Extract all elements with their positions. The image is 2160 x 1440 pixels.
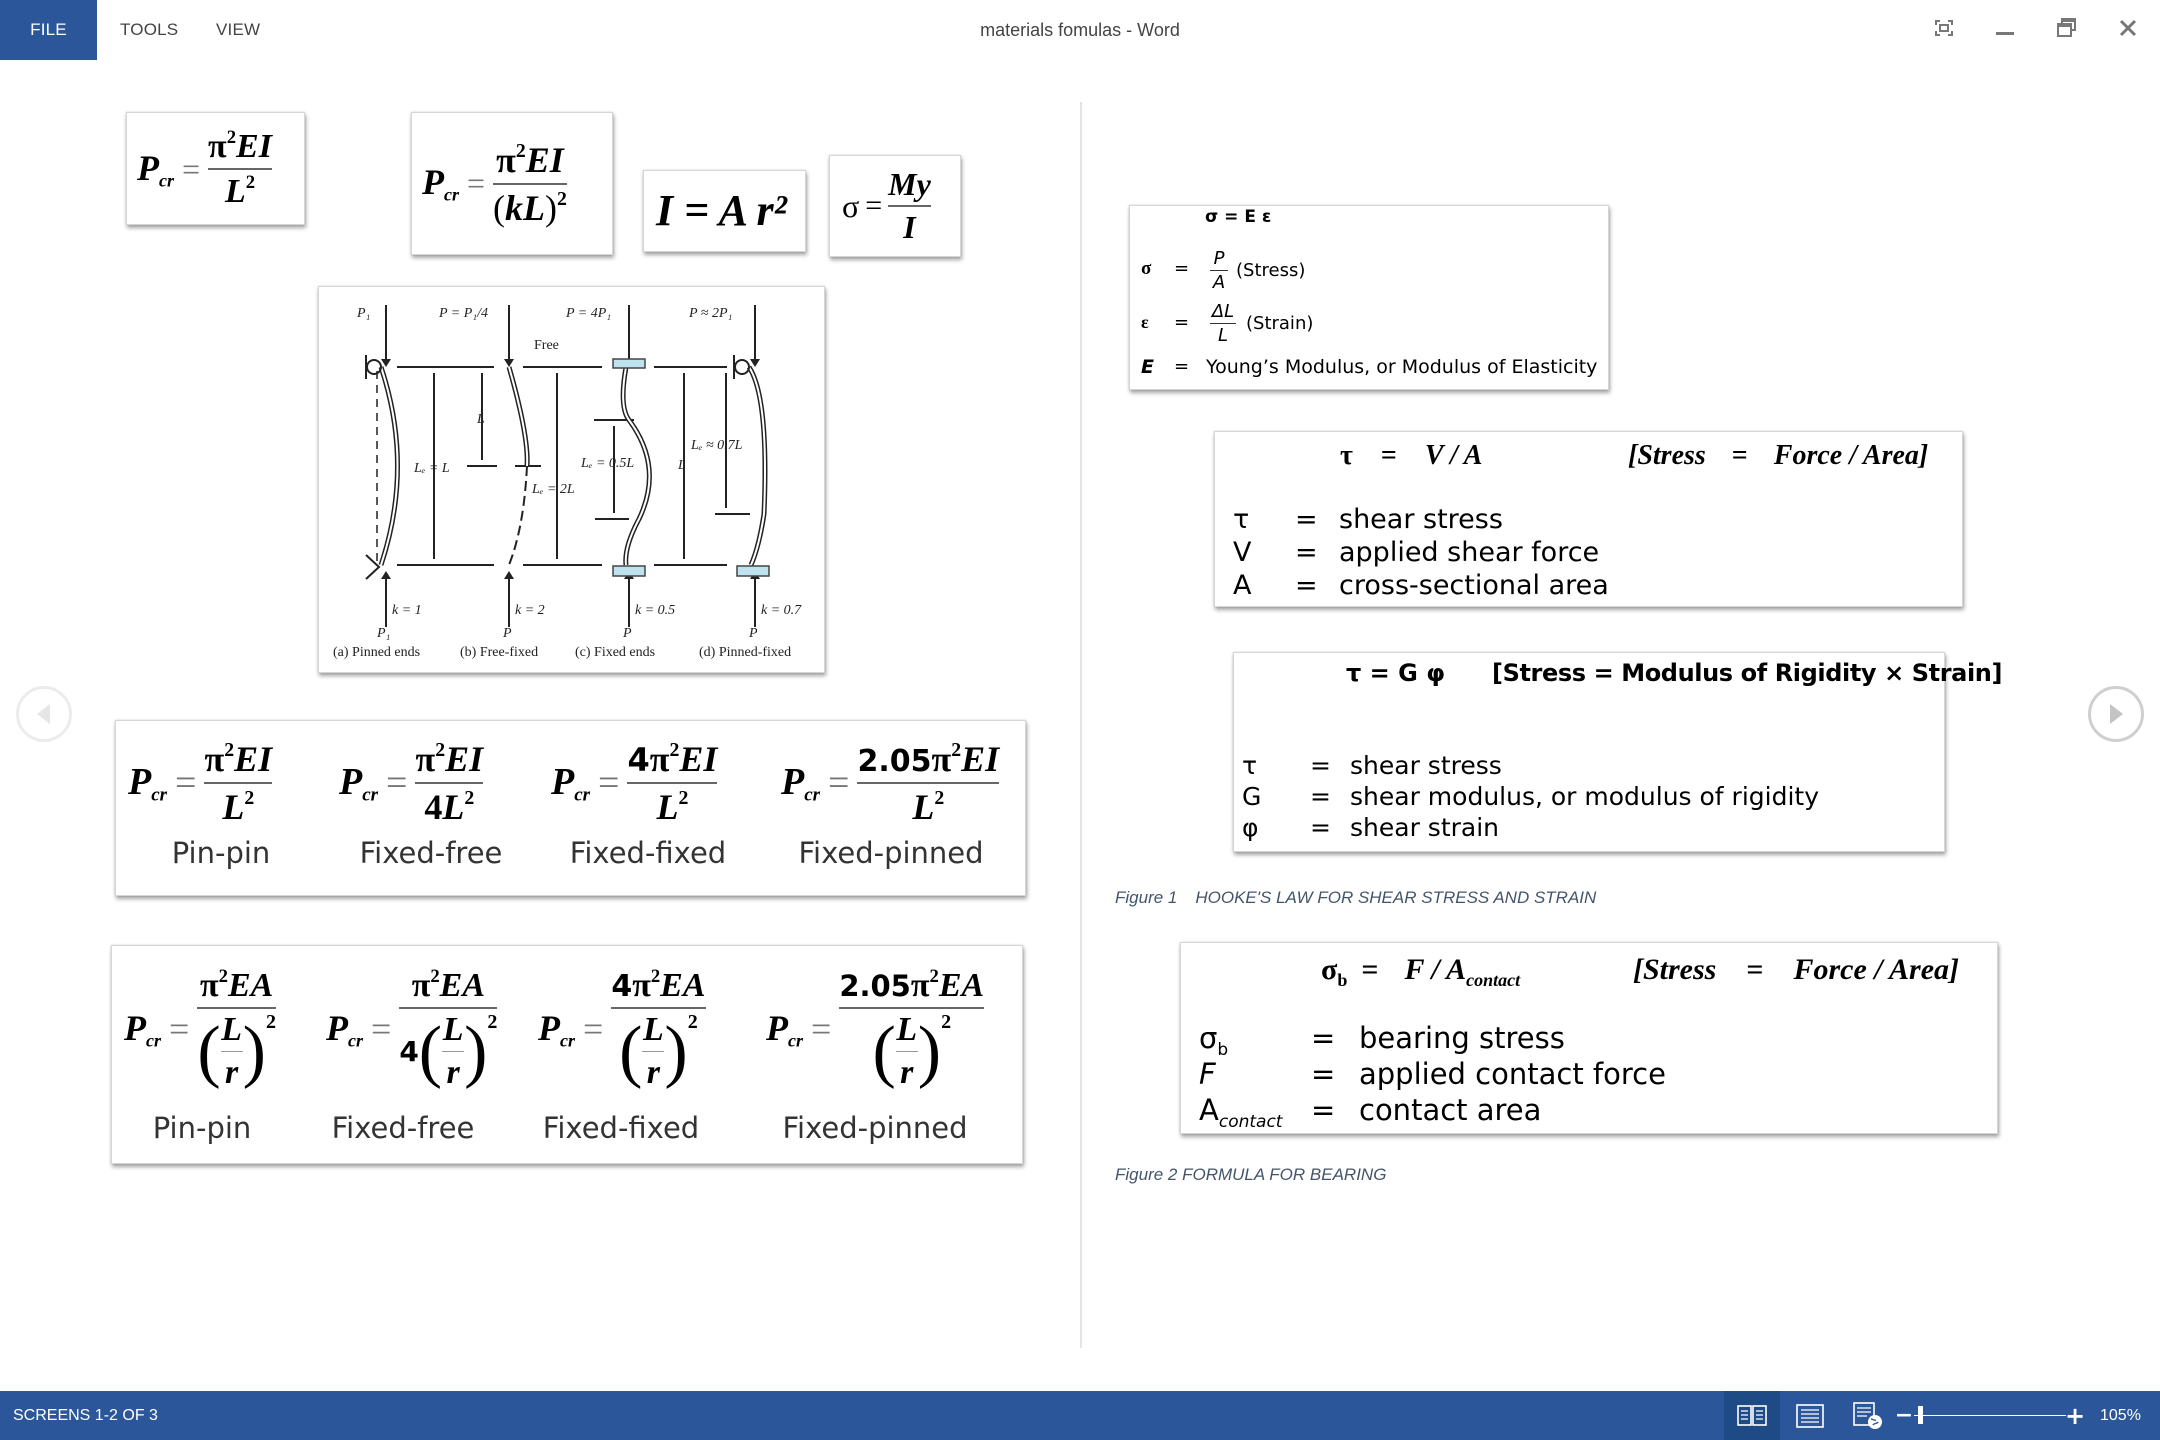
read-mode-icon [1737, 1404, 1767, 1428]
label-fixed-fixed: Fixed-fixed [542, 1111, 700, 1145]
arrow-left-icon [34, 702, 54, 726]
buckling-figure [319, 287, 824, 672]
euler-ei-pin-pin: $P_{cr}$ = $\frac{\pi^2EI}{L^2}$ [128, 739, 273, 827]
formula-fraction: $\frac{\pi^2EI}{(kL)^2}$ [493, 139, 567, 228]
svg-text:L: L [477, 412, 485, 427]
menu-file[interactable]: FILE [0, 0, 97, 60]
label-fixed-fixed: Fixed-fixed [569, 836, 727, 870]
label-fixed-free: Fixed-free [331, 1111, 475, 1145]
euler-ea-fixed-fixed: $P_{cr}$ = $4\pi^2EA$ ( $\frac{L}{r}$ ) $^2$ [538, 965, 706, 1091]
read-mode-button[interactable] [1724, 1391, 1780, 1440]
formula-box-euler-basic: $P_{cr}$ = $\frac{\pi^2EI}{L^2}$ [126, 112, 305, 225]
definition-row: F = applied contact force [1199, 1057, 1666, 1091]
definition-row: φ = shear strain [1242, 813, 1500, 842]
euler-ei-fixed-fixed: $P_{cr}$ = $\frac{4\pi^2EI}{L^2}$ [551, 739, 718, 827]
zoom-level[interactable]: 105% [2100, 1407, 2141, 1424]
arrow-right-icon [2106, 702, 2126, 726]
svg-text:(b) Free-fixed: (b) Free-fixed [460, 645, 539, 660]
svg-text:P ≈ 2P₁: P ≈ 2P₁ [689, 306, 733, 321]
shear-stress-note: [Stress = Force / Area] [1628, 440, 1929, 471]
formula-text: I = A r² [656, 186, 787, 235]
document-title: materials fomulas - Word [980, 20, 1180, 40]
svg-text:Lₑ = L: Lₑ = L [414, 461, 450, 476]
svg-text:(c) Fixed ends: (c) Fixed ends [575, 645, 656, 660]
formula-fraction: $\frac{\pi^2EI}{L^2}$ [208, 126, 272, 211]
euler-ea-formulas-box [111, 945, 1023, 1164]
minimize-button[interactable] [1983, 10, 2027, 46]
svg-text:(d) Pinned-fixed: (d) Pinned-fixed [699, 645, 792, 660]
screen-count: SCREENS 1-2 OF 3 [13, 1407, 158, 1424]
stress-fraction: $\frac{P}{A}$ (Stress) [1210, 248, 1305, 293]
rigidity-note: [Stress = Modulus of Rigidity × Strain] [1492, 659, 2003, 687]
menu-view[interactable]: VIEW [216, 20, 261, 39]
euler-ea-fixed-pinned: $P_{cr}$ = $2.05\pi^2EA$ ( $\frac{L}{r}$ ) $^2$ [766, 965, 985, 1091]
euler-ei-formulas-box [115, 720, 1026, 896]
close-button[interactable] [2106, 10, 2150, 46]
youngs-modulus-definition: Young’s Modulus, or Modulus of Elasticity [1206, 356, 1598, 378]
equals-sign: = [1174, 312, 1190, 333]
symbol-sigma: σ [1141, 258, 1152, 279]
status-bar [0, 1391, 2160, 1440]
strain-fraction: $\frac{\Delta L}{L}$ (Strain) [1211, 301, 1314, 346]
svg-text:k = 0.7: k = 0.7 [761, 603, 802, 618]
svg-text:P = 4P₁: P = 4P₁ [566, 306, 612, 321]
euler-ea-fixed-free: $P_{cr}$ = $\pi^2EA$ 4 ( $\frac{L}{r}$ ) $^2$ [326, 965, 498, 1091]
label-fixed-pinned: Fixed-pinned [798, 836, 984, 870]
svg-text:Lₑ = 2L: Lₑ = 2L [532, 482, 575, 497]
previous-screen-button[interactable] [16, 686, 72, 742]
definition-row: τ = shear stress [1233, 504, 1503, 535]
svg-text:k = 1: k = 1 [392, 603, 422, 618]
modulus-of-rigidity-box [1233, 652, 2003, 852]
bearing-note: [Stress = Force / Area] [1633, 953, 1959, 986]
svg-text:P: P [623, 626, 632, 641]
euler-ea-pin-pin: $P_{cr}$ = $\pi^2EA$ ( $\frac{L}{r}$ ) $^2$ [124, 965, 276, 1091]
euler-ei-fixed-free: $P_{cr}$ = $\frac{\pi^2EI}{4L^2}$ [339, 739, 484, 827]
definition-row: τ = shear stress [1242, 751, 1502, 780]
svg-text:k = 0.5: k = 0.5 [635, 603, 676, 618]
label-pin-pin: Pin-pin [171, 836, 271, 870]
equals-sign: = [1174, 356, 1190, 377]
shear-stress-box [1214, 431, 1963, 607]
rigidity-formula: τ = G φ [1346, 659, 1445, 687]
print-layout-icon [1796, 1404, 1824, 1428]
definition-row: G = shear modulus, or modulus of rigidity [1242, 782, 1820, 811]
equals-sign: = [1174, 258, 1190, 279]
formula-lhs: $P_{cr}$ [422, 162, 459, 205]
svg-text:P: P [503, 626, 512, 641]
bearing-stress-box [1180, 942, 1998, 1134]
formula-box-euler-effective-length: $P_{cr}$ = $\frac{\pi^2EI}{(kL)^2}$ [411, 112, 613, 255]
symbol-epsilon: ε [1141, 312, 1149, 332]
formula-lhs: σ [842, 187, 860, 224]
svg-text:P = P₁/4: P = P₁/4 [439, 306, 489, 321]
hookes-law-heading: σ = E ε [1205, 207, 1272, 227]
figure-2-caption: Figure 2 FORMULA FOR BEARING [1115, 1165, 1387, 1184]
restore-icon [2057, 18, 2077, 38]
restore-button[interactable] [2045, 10, 2089, 46]
svg-text:P: P [749, 626, 758, 641]
svg-text:P₁: P₁ [377, 626, 391, 641]
page-divider [1080, 102, 1082, 1348]
hookes-law-box [1129, 205, 1609, 390]
svg-text:P₁: P₁ [357, 306, 371, 321]
svg-text:k = 2: k = 2 [515, 603, 545, 618]
svg-text:Lₑ = 0.5L: Lₑ = 0.5L [581, 456, 635, 471]
zoom-slider-thumb[interactable] [1918, 1406, 1923, 1424]
definition-row: V = applied shear force [1233, 537, 1600, 568]
formula-lhs: $P_{cr}$ [137, 147, 174, 191]
web-layout-button[interactable] [1840, 1391, 1896, 1440]
shear-stress-formula: τ = V / A [1340, 440, 1483, 471]
minimize-icon [1995, 20, 2015, 36]
euler-ei-fixed-pinned: $P_{cr}$ = $\frac{2.05\pi^2EI}{L^2}$ [781, 739, 1000, 827]
formula-box-moment-of-inertia [643, 170, 806, 252]
menu-tools[interactable]: TOOLS [120, 20, 179, 39]
figure-1-caption: Figure 1 HOOKE'S LAW FOR SHEAR STRESS AND STRAIN [1115, 888, 1597, 907]
label-fixed-pinned: Fixed-pinned [782, 1111, 968, 1145]
definition-row: A = cross-sectional area [1233, 570, 1609, 601]
formula-fraction: $\frac{My}{I}$ [888, 166, 931, 245]
next-screen-button[interactable] [2088, 686, 2144, 742]
zoom-in-button[interactable]: + [2064, 1401, 2086, 1430]
formula-box-bending-stress: σ = $\frac{My}{I}$ [829, 155, 961, 257]
definition-row: $\sigma_b$ = bearing stress [1199, 1021, 1565, 1060]
full-screen-icon [1935, 20, 1953, 36]
zoom-slider-track[interactable] [1914, 1415, 2066, 1416]
bearing-formula: $\sigma_b$ = F / $A_{contact}$ [1321, 953, 1521, 990]
symbol-e: E [1141, 356, 1154, 378]
definition-row: $A_{contact}$ = contact area [1199, 1093, 1542, 1132]
zoom-out-button[interactable]: − [1894, 1403, 1914, 1428]
web-layout-icon [1853, 1402, 1883, 1430]
svg-text:Lₑ ≈ 0.7L: Lₑ ≈ 0.7L [691, 438, 743, 453]
full-screen-button[interactable] [1922, 10, 1966, 46]
label-pin-pin: Pin-pin [152, 1111, 252, 1145]
label-fixed-free: Fixed-free [359, 836, 503, 870]
svg-text:(a) Pinned ends: (a) Pinned ends [333, 645, 421, 660]
svg-text:Free: Free [534, 338, 559, 353]
print-layout-button[interactable] [1782, 1391, 1838, 1440]
svg-text:L: L [678, 458, 686, 473]
title-bar [0, 0, 2160, 60]
close-icon [2119, 19, 2137, 37]
column-buckling-diagram [318, 286, 825, 673]
